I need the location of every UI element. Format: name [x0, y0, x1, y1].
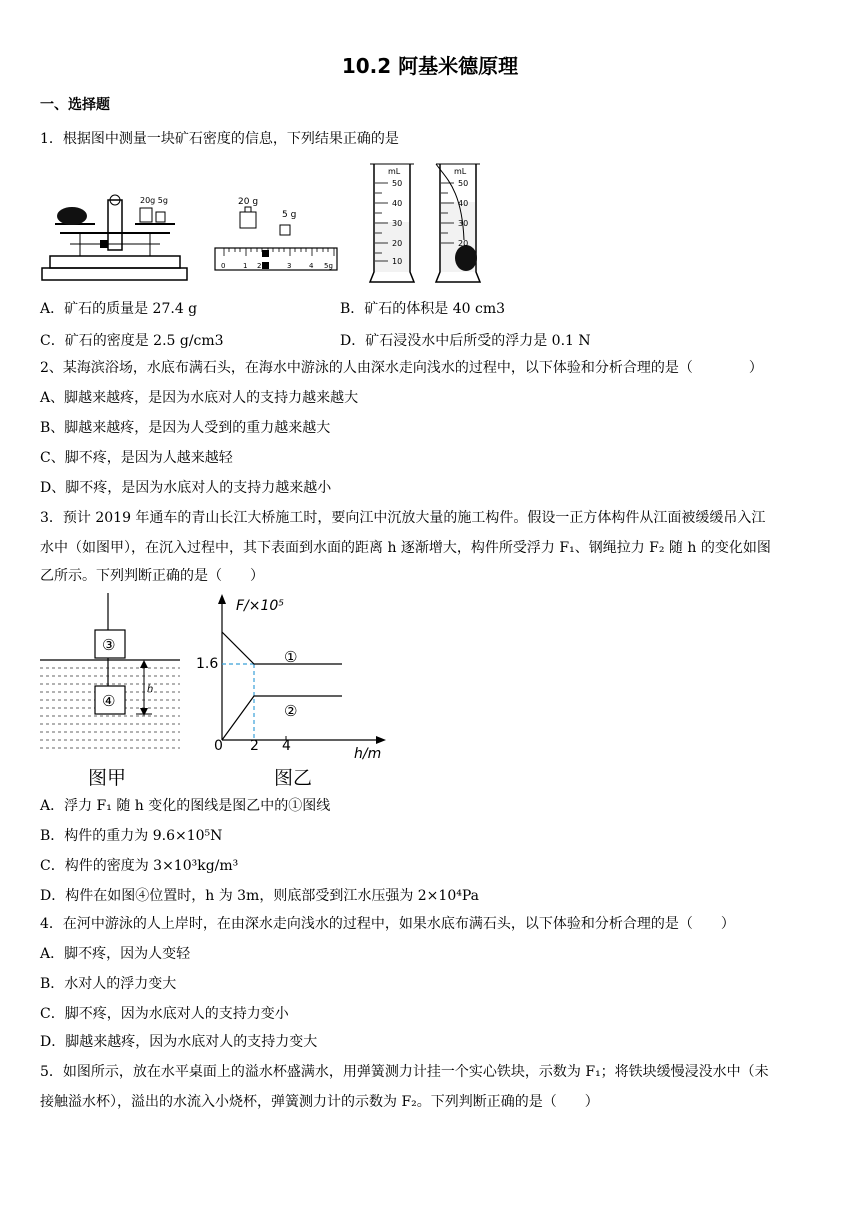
q1-option-d: D．矿石浸没水中后所受的浮力是 0.1 N [340, 333, 591, 349]
q1-option-b: B．矿石的体积是 40 cm3 [340, 301, 506, 317]
x-tick-2: 2 [250, 738, 259, 754]
x-tick-4: 4 [282, 738, 291, 754]
balance-figure [40, 188, 190, 283]
q1-option-a: A．矿石的质量是 27.4 g [40, 301, 198, 317]
q3-option-c: C．构件的密度为 3×10³kg/m³ [40, 858, 239, 874]
weight-5g-label: 5 g [282, 210, 297, 220]
weight-20g-label: 20 g [238, 197, 259, 207]
q3-option-b: B．构件的重力为 9.6×10⁵N [40, 828, 223, 844]
ruler-tick-4: 4 [309, 262, 314, 270]
cylinder2-tick-50: 50 [458, 179, 469, 188]
line-1-label: ① [284, 648, 298, 666]
cylinder2-tick-20: 20 [458, 239, 469, 248]
q2-option-d: D、脚不疼，是因为水底对人的支持力越来越小 [40, 480, 332, 496]
weights-ruler-figure [212, 192, 342, 277]
q4-option-b: B．水对人的浮力变大 [40, 976, 177, 992]
q1-stem: 1．根据图中测量一块矿石密度的信息，下列结果正确的是 [40, 131, 399, 147]
q5-stem-line2: 接触溢水杯），溢出的水流入小烧杯，弹簧测力计的示数为 F₂。下列判断正确的是（ ） [40, 1094, 599, 1110]
box-bottom-label: ④ [102, 692, 116, 710]
x-axis-label: h/m [354, 746, 382, 762]
figure-yi-caption: 图乙 [274, 767, 313, 789]
y-axis-label: F/×10⁵ [236, 598, 284, 614]
y-tick-1.6: 1.6 [196, 656, 219, 672]
box-top-label: ③ [102, 636, 116, 654]
depth-h-label: h [147, 684, 154, 695]
ruler-tick-0: 0 [221, 262, 226, 270]
figure-jia-caption: 图甲 [88, 767, 127, 789]
line-2-label: ② [284, 702, 298, 720]
q2-stem: 2、某海滨浴场，水底布满石头，在海水中游泳的人由深水走向浅水的过程中，以下体验和分析合理的是（ ） [40, 360, 763, 376]
page-title: 10.2 阿基米德原理 [341, 54, 519, 78]
ruler-tick-1: 1 [243, 262, 248, 270]
section-heading: 一、选择题 [40, 97, 110, 113]
figure-jia [40, 590, 190, 790]
q4-option-d: D．脚越来越疼，因为水底对人的支持力变大 [40, 1034, 318, 1050]
cylinder1-tick-50: 50 [392, 179, 403, 188]
q3-stem-line3: 乙所示。下列判断正确的是（ ） [40, 568, 264, 584]
cylinder2-tick-30: 30 [458, 219, 469, 228]
cylinder-ore-figure [432, 160, 484, 285]
q5-stem-line1: 5．如图所示，放在水平桌面上的溢水杯盛满水，用弹簧测力计挂一个实心铁块，示数为 F₁；将铁块缓慢浸没水中（未 [40, 1064, 769, 1080]
cylinder1-unit: mL [388, 167, 401, 176]
ruler-tick-2: 2 [257, 262, 262, 270]
q2-option-a: A、脚越来越疼，是因为水底对人的支持力越来越大 [40, 390, 359, 406]
q4-stem: 4．在河中游泳的人上岸时，在由深水走向浅水的过程中，如果水底布满石头，以下体验和分析合理的是（ ） [40, 916, 735, 932]
x-tick-0: 0 [214, 738, 223, 754]
line-1 [222, 632, 342, 664]
q4-option-c: C．脚不疼，因为水底对人的支持力变小 [40, 1006, 289, 1022]
balance-weights-label: 20g 5g [140, 196, 168, 205]
figure-yi [192, 590, 402, 790]
cylinder1-tick-10: 10 [392, 257, 403, 266]
ruler-tick-3: 3 [287, 262, 292, 270]
q2-option-c: C、脚不疼，是因为人越来越轻 [40, 450, 233, 466]
q1-option-c: C．矿石的密度是 2.5 g/cm3 [40, 333, 224, 349]
q3-stem-line1: 3．预计 2019 年通车的青山长江大桥施工时，要向江中沉放大量的施工构件。假设一正方体构件从江面被缓缓吊入江 [40, 510, 766, 526]
q3-option-a: A．浮力 F₁ 随 h 变化的图线是图乙中的①图线 [40, 798, 331, 814]
cylinder1-tick-20: 20 [392, 239, 403, 248]
cylinder1-tick-40: 40 [392, 199, 403, 208]
q3-option-d: D．构件在如图④位置时，h 为 3m，则底部受到江水压强为 2×10⁴Pa [40, 888, 479, 904]
cylinder2-unit: mL [454, 167, 467, 176]
cylinder2-tick-40: 40 [458, 199, 469, 208]
cylinder1-tick-30: 30 [392, 219, 403, 228]
line-2 [222, 696, 342, 740]
cylinder-water-figure [366, 160, 418, 285]
q3-stem-line2: 水中（如图甲），在沉入过程中，其下表面到水面的距离 h 逐渐增大，构件所受浮力 F₁、钢绳拉力 F₂ 随 h 的变化如图 [40, 540, 771, 556]
ruler-tick-5g: 5g [324, 262, 333, 270]
q4-option-a: A．脚不疼，因为人变轻 [40, 946, 191, 962]
q2-option-b: B、脚越来越疼，是因为人受到的重力越来越大 [40, 420, 331, 436]
